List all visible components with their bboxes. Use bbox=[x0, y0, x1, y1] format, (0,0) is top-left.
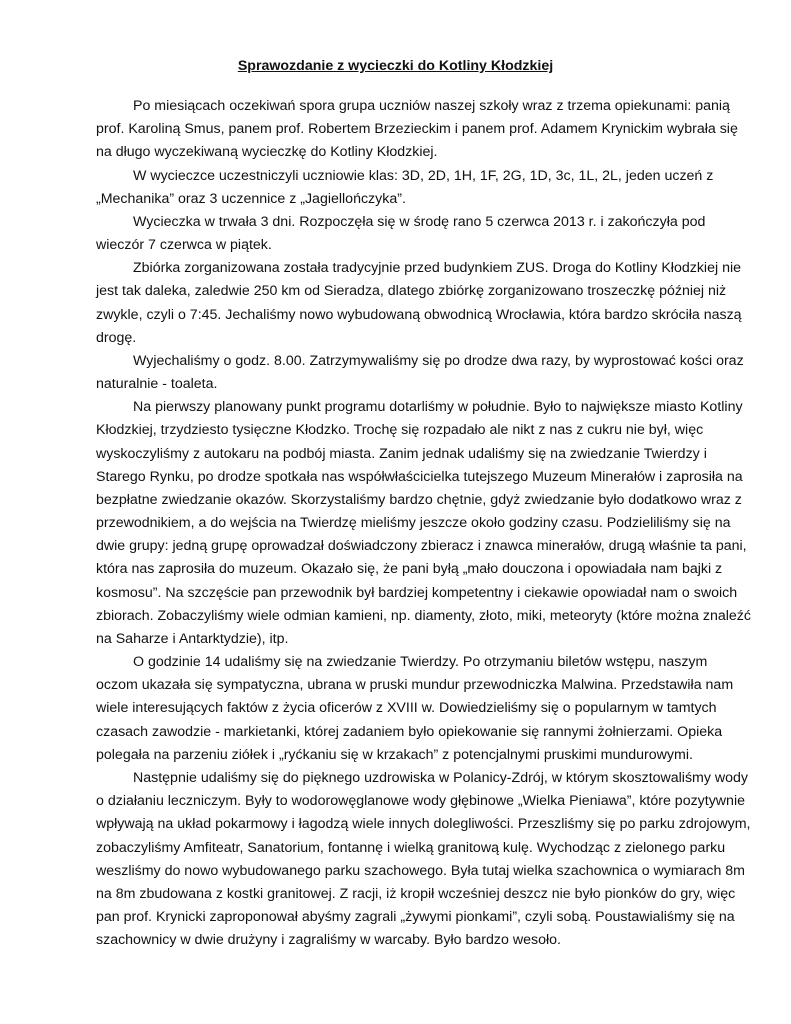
paragraph-line: Kłodzkiej, trzydziesto tysięczne Kłodzko. Trochę się rozpadało ale nikt z nas z cukru nie był, więc bbox=[96, 422, 704, 439]
paragraph-line: wieczór 7 czerwca w piątek. bbox=[96, 237, 272, 254]
paragraph-line: oczom ukazała się sympatyczna, ubrana w pruski mundur przewodniczka Malwina. Przedstawiła nam bbox=[96, 677, 734, 694]
paragraph-line: która nas zaprosiła do muzeum. Okazało się, że pani byłą „mało douczona i opowiadała nam bajki z bbox=[96, 561, 723, 578]
paragraph-line: dwie grupy: jedną grupę oprowadzał doświadczony zbieracz i znawca minerałów, drugą właśnie ta pani, bbox=[96, 538, 747, 555]
paragraph-line: „Mechanika” oraz 3 uczennice z „Jagiellończyka”. bbox=[96, 190, 406, 207]
paragraph-line: polegała na parzeniu ziółek i „ryćkaniu się w krzakach” z potencjalnymi pruskimi mundurowymi. bbox=[96, 746, 693, 763]
paragraph-line: o działaniu leczniczym. Były to wodorowęglanowe wody głębinowe „Wielka Pieniawa”, które pozytywnie bbox=[96, 793, 745, 810]
paragraph-line: zbiorach. Zobaczyliśmy wiele odmian kamieni, np. diamenty, złoto, miki, meteoryty (które można znaleźć bbox=[96, 607, 751, 624]
paragraph-line: Następnie udaliśmy się do pięknego uzdrowiska w Polanicy-Zdrój, w którym skosztowaliśmy wody bbox=[133, 769, 749, 786]
paragraph-line: Zbiórka zorganizowana została tradycyjnie przed budynkiem ZUS. Droga do Kotliny Kłodzkiej nie bbox=[133, 260, 741, 277]
paragraph-line: Wycieczka w trwała 3 dni. Rozpoczęła się w środę rano 5 czerwca 2013 r. i zakończyła pod bbox=[133, 213, 706, 230]
paragraph-line: W wycieczce uczestniczyli uczniowie klas: 3D, 2D, 1H, 1F, 2G, 1D, 3c, 1L, 2L, jeden uczeń z bbox=[133, 167, 714, 184]
paragraph-line: pan prof. Krynicki zaproponował abyśmy zagrali „żywymi pionkami”, czyli sobą. Poustawialiśmy się na bbox=[96, 909, 735, 926]
paragraph-line: prof. Karoliną Smus, panem prof. Robertem Brzezieckim i panem prof. Adamem Krynickim wybrała się bbox=[96, 121, 738, 138]
paragraph-line: czasach zawodzie - markietanki, której zadaniem było opiekowanie się rannymi żołnierzami. Opieka bbox=[96, 723, 723, 740]
paragraph bbox=[96, 396, 751, 651]
paragraph-line: kosmosu”. Na szczęście pan przewodnik był bardziej kompetentny i ciekawie opowiadał nam o swoich bbox=[96, 584, 738, 601]
paragraph-line: Starego Rynku, po drodze spotkała nas współwłaścicielka tutejszego Muzeum Minerałów i zaprosiła na bbox=[96, 468, 743, 485]
document-title: Sprawozdanie z wycieczki do Kotliny Kłodzkiej bbox=[237, 58, 554, 74]
paragraph-line: Po miesiącach oczekiwań spora grupa uczniów naszej szkoły wraz z trzema opiekunami: panią bbox=[133, 98, 730, 114]
paragraph bbox=[96, 350, 744, 396]
paragraph bbox=[96, 165, 714, 211]
paragraph-line: bezpłatne zwiedzanie okazów. Skorzystaliśmy bardzo chętnie, gdyż zwiedzanie było dodatkowo wraz z bbox=[96, 491, 742, 508]
paragraph bbox=[96, 95, 738, 165]
paragraph bbox=[96, 211, 706, 257]
paragraph-line: wyskoczyliśmy z autokaru na podbój miasta. Zanim jednak udaliśmy się na zwiedzanie Twierdzy i bbox=[96, 445, 707, 462]
paragraph bbox=[96, 767, 751, 952]
paragraph bbox=[96, 257, 742, 350]
paragraph-line: szachownicy w dwie drużyny i zagraliśmy w warcaby. Było bardzo wesoło. bbox=[96, 932, 561, 949]
paragraph-line: drogę. bbox=[96, 329, 137, 346]
document-body bbox=[96, 95, 751, 952]
paragraph-line: na długo wyczekiwaną wycieczkę do Kotliny Kłodzkiej. bbox=[96, 144, 438, 161]
paragraph-line: Wyjechaliśmy o godz. 8.00. Zatrzymywaliśmy się po drodze dwa razy, by wyprostować kości oraz bbox=[133, 352, 744, 369]
paragraph-line: zobaczyliśmy Amfiteatr, Sanatorium, fontannę i wielką granitową kulę. Wychodząc z zielonego parku bbox=[96, 839, 726, 856]
paragraph-line: weszliśmy do nowo wybudowanego parku szachowego. Była tutaj wielka szachownica o wymiarach 8m bbox=[96, 862, 745, 879]
paragraph-line: naturalnie - toaleta. bbox=[96, 376, 218, 393]
paragraph-line: na 8m zbudowana z kostki granitowej. Z racji, iż kropił wcześniej deszcz nie było pionków do gry, więc bbox=[96, 885, 736, 902]
paragraph-line: O godzinie 14 udaliśmy się na zwiedzanie Twierdzy. Po otrzymaniu biletów wstępu, naszym bbox=[133, 654, 708, 671]
paragraph-line: przewodnikiem, a do wejścia na Twierdzę mieliśmy jeszcze około godziny czasu. Podzieliliśmy się na bbox=[96, 515, 731, 532]
paragraph bbox=[96, 651, 734, 767]
paragraph-line: na Saharze i Antarktydzie), itp. bbox=[96, 630, 289, 647]
paragraph-line: zwykle, czyli o 7:45. Jechaliśmy nowo wybudowaną obwodnicą Wrocławia, która bardzo skróciła naszą bbox=[96, 306, 742, 323]
paragraph-line: wiele interesujących faktów z życia oficerów z XVIII w. Dowiedzieliśmy się o popularnym w tamtych bbox=[96, 700, 717, 717]
paragraph-line: jest tak daleka, zaledwie 250 km od Sieradza, dlatego zbiórkę zorganizowano troszeczkę później niż bbox=[96, 283, 727, 300]
paragraph-line: wpływają na układ pokarmowy i łagodzą wiele innych dolegliwości. Przeszliśmy się po parku zdrojowym, bbox=[96, 816, 751, 833]
paragraph-line: Na pierwszy planowany punkt programu dotarliśmy w południe. Było to największe miasto Kotliny bbox=[133, 399, 743, 416]
